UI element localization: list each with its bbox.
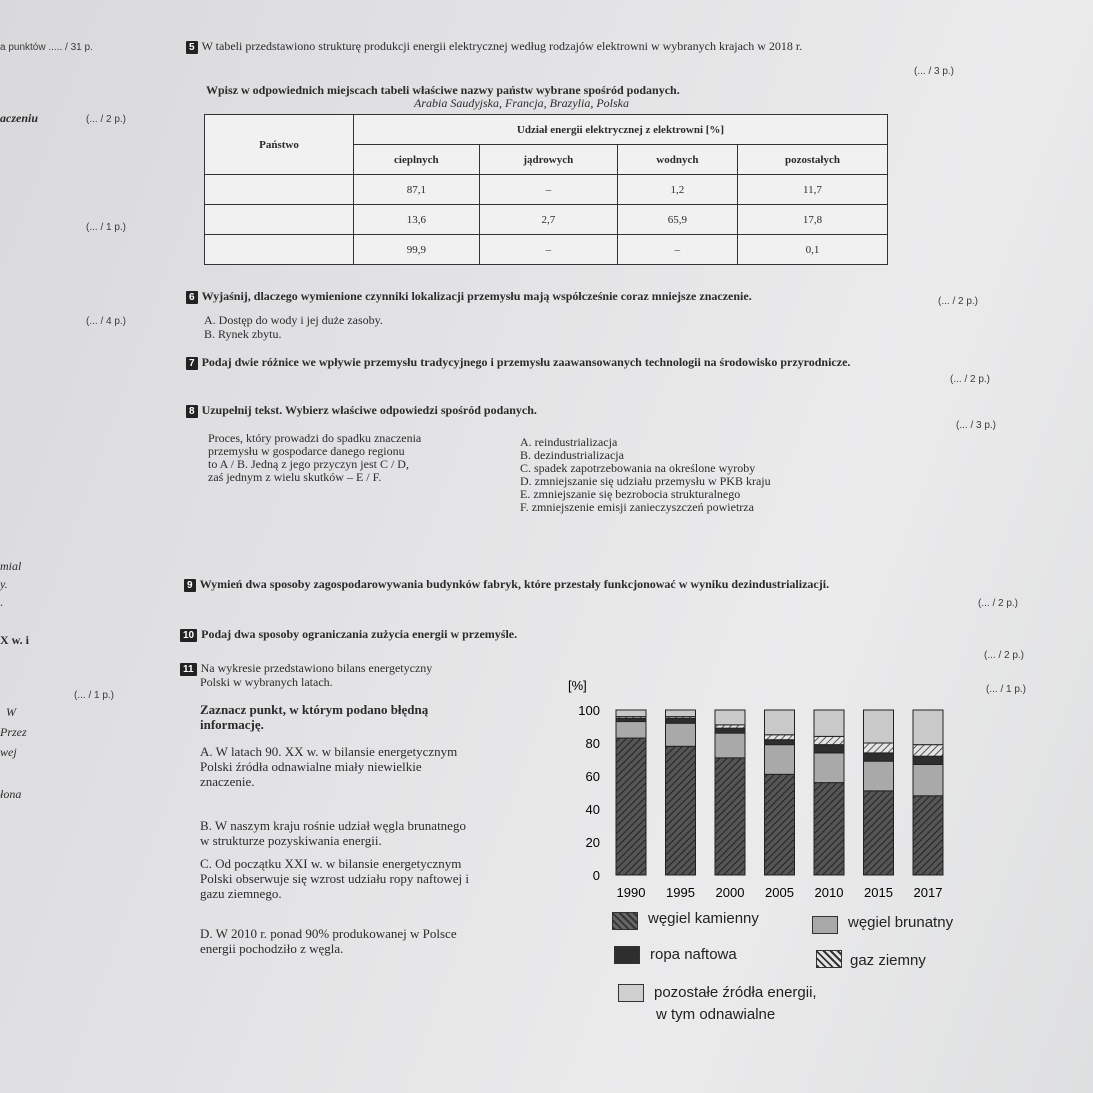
question-points: (... / 2 p.) [950,374,991,385]
header-nuclear: jądrowych [479,145,617,175]
question-number: 6 [186,291,198,304]
x-ticks [617,885,943,900]
bar-group [616,710,943,875]
legend-label: węgiel brunatny [848,914,954,931]
header-share: Udział energii elektrycznej z elektrowni [%] [354,115,888,145]
side-points: (... / 4 p.) [86,316,127,327]
margin-fragment: mial [0,559,22,573]
x-tick-label: 1990 [616,885,646,900]
table-row [205,205,888,235]
margin-fragment: Przez [0,725,27,739]
y-tick-label: 60 [585,769,600,784]
legend-label: pozostałe źródła energii, [654,984,817,1001]
legend-label: gaz ziemny [850,952,926,969]
score-total: a punktów ..... / 31 p. [0,42,93,53]
question-points: (... / 3 p.) [914,66,955,77]
fill-in-options [520,436,880,514]
answer-line: D. W 2010 r. ponad 90% produkowanej w Polsce [200,926,457,941]
question-number: 8 [186,405,198,418]
question-instruction [200,702,428,732]
x-tick-label: 2010 [814,885,844,900]
answer-line: energii pochodziło z węgla. [200,941,344,956]
question-text: Podaj dwa sposoby ograniczania zużycia energii w przemyśle. [201,627,518,641]
legend-label: ropa naftowa [650,946,737,963]
question-6 [186,290,886,304]
y-tick-label: 20 [585,835,600,850]
bar-other-2010 [814,710,844,736]
passage-line: przemysłu w gospodarce danego regionu [208,444,405,458]
question-text: Na wykresie przedstawiono bilans energetyczny [200,661,433,675]
margin-fragment: y. [0,577,8,591]
bar-other-2000 [715,710,745,725]
option-c[interactable]: C. spadek zapotrzebowania na określone wyroby [520,461,756,475]
bar-brown-coal-1995 [666,723,696,746]
answer-line: znaczenie. [200,774,255,789]
bar-oil-2015 [864,753,894,761]
question-number: 11 [180,663,197,676]
answer-d[interactable] [200,926,580,956]
legend-swatch-other [618,984,644,1002]
legend-label: w tym odnawialne [656,1006,776,1023]
header-hydro: wodnych [617,145,737,175]
table-cell: 11,7 [737,175,887,205]
table-cell: – [479,175,617,205]
passage-line: zaś jednym z wielu skutków – E / F. [208,470,382,484]
instruction-line: informację. [200,717,264,732]
fill-in-passage [208,432,518,484]
margin-fragment: . [0,595,3,609]
table-row [205,235,888,265]
table-cell: 0,1 [737,235,887,265]
table-cell: 2,7 [479,205,617,235]
y-tick-label: 80 [585,736,600,751]
answer-line: w strukturze pozyskiwania energii. [200,833,382,848]
answer-line: B. W naszym kraju rośnie udział węgla brunatnego [200,818,466,833]
question-points: (... / 3 p.) [956,420,997,431]
passage-line: to A / B. Jedną z jego przyczyn jest C / D, [208,457,409,471]
x-tick-label: 2000 [715,885,745,900]
question-text: Polski w wybranych latach. [200,675,333,689]
energy-balance-chart [560,670,1000,910]
chart-legend [612,910,1012,1030]
question-5 [186,40,876,54]
x-tick-label: 2017 [913,885,943,900]
question-number: 10 [180,629,197,642]
legend-swatch-hard-coal [612,912,638,930]
answer-a[interactable] [200,744,580,789]
bar-other-2015 [864,710,894,743]
bar-brown-coal-2000 [715,733,745,758]
passage-line: Proces, który prowadzi do spadku znaczenia [208,431,422,445]
side-points: (... / 2 p.) [86,114,127,125]
x-tick-label: 1995 [666,885,695,900]
question-points: (... / 1 p.) [986,684,1027,695]
legend-swatch-oil [614,946,640,964]
y-ticks [578,703,600,883]
bar-other-1990 [616,710,646,717]
question-number: 9 [184,579,196,592]
table-cell: 1,2 [617,175,737,205]
country-answer-cell[interactable] [205,175,354,205]
option-f[interactable]: F. zmniejszenie emisji zanieczyszczeń powietrza [520,500,754,514]
answer-line: A. W latach 90. XX w. w bilansie energetycznym [200,744,458,759]
question-text: W tabeli przedstawiono strukturę produkcji energii elektrycznej według rodzajów elektrowni w wybranych krajach w 2018 r. [201,39,803,53]
bar-other-2017 [913,710,943,745]
answer-line: Polski źródła odnawialne miały niewielkie [200,759,422,774]
legend-label: węgiel kamienny [648,910,759,927]
bar-hard-coal-2000 [715,758,745,875]
legend-swatch-gas [816,950,842,968]
bar-oil-2017 [913,756,943,764]
bar-other-2005 [765,710,795,735]
question-11 [180,662,550,689]
question-10 [180,628,517,642]
table-cell: 13,6 [354,205,480,235]
header-state: Państwo [205,115,354,175]
bar-gas-2017 [913,745,943,757]
bar-gas-2010 [814,736,844,744]
bar-gas-2015 [864,743,894,753]
country-answer-cell[interactable] [205,205,354,235]
country-answer-cell[interactable] [205,235,354,265]
margin-fragment: aczeniu [0,111,39,125]
option-a[interactable]: A. reindustrializacja [520,435,618,449]
bar-brown-coal-2005 [765,745,795,775]
answer-c[interactable] [200,856,590,901]
x-tick-label: 2005 [765,885,794,900]
table-cell: 65,9 [617,205,737,235]
question-text: Wymień dwa sposoby zagospodarowywania budynków fabryk, które przestały funkcjonować w wyniku dezindustrializacji. [199,577,830,591]
question-text: Wyjaśnij, dlaczego wymienione czynniki lokalizacji przemysłu mają współcześnie coraz mniejsze znaczenie. [201,289,752,303]
country-options: Arabia Saudyjska, Francja, Brazylia, Polska [414,96,629,110]
question-7 [186,356,926,370]
question-instruction: Wpisz w odpowiednich miejscach tabeli właściwe nazwy państw wybrane spośród podanych. [206,83,680,97]
legend-swatch-brown-coal [812,916,838,934]
bar-hard-coal-2005 [765,774,795,875]
energy-production-table [204,114,888,265]
table-cell: 99,9 [354,235,480,265]
bar-hard-coal-1995 [666,746,696,875]
answer-line: Polski obserwuje się wzrost udziału ropy naftowej i [200,871,469,886]
question-points: (... / 2 p.) [978,598,1019,609]
table-cell: 87,1 [354,175,480,205]
question-9 [184,578,964,592]
bar-hard-coal-2017 [913,796,943,875]
bar-hard-coal-2010 [814,783,844,875]
bar-brown-coal-2010 [814,753,844,783]
question-8 [186,404,537,418]
side-points: (... / 1 p.) [86,222,127,233]
instruction-line: Zaznacz punkt, w którym podano błędną [200,702,429,717]
header-thermal: cieplnych [354,145,480,175]
option-b[interactable]: B. dezindustrializacja [520,448,624,462]
bar-hard-coal-1990 [616,738,646,875]
question-number: 5 [186,41,198,54]
table-cell: 17,8 [737,205,887,235]
answer-option: A. Dostęp do wody i jej duże zasoby. [204,313,383,327]
option-d[interactable]: D. zmniejszanie się udziału przemysłu w PKB kraju [520,474,771,488]
bar-oil-2005 [765,740,795,745]
y-tick-label: 100 [578,703,600,718]
margin-fragment: wej [0,745,17,759]
table-cell: – [479,235,617,265]
question-number: 7 [186,357,198,370]
side-points: (... / 1 p.) [74,690,115,701]
y-tick-label: 40 [585,802,600,817]
bar-oil-2000 [715,728,745,733]
question-points: (... / 2 p.) [984,650,1025,661]
y-tick-label: 0 [592,868,600,883]
answer-line: gazu ziemnego. [200,886,282,901]
option-e[interactable]: E. zmniejszanie się bezrobocia strukturalnego [520,487,741,501]
bar-brown-coal-2015 [864,761,894,791]
answer-b[interactable] [200,818,580,848]
bar-gas-2005 [765,735,795,740]
bar-hard-coal-2015 [864,791,894,875]
question-text: Podaj dwie różnice we wpływie przemysłu tradycyjnego i przemysłu zaawansowanych technologii na środowisko przyrodnicze. [201,355,851,369]
x-tick-label: 2015 [864,885,893,900]
bar-brown-coal-2017 [913,764,943,795]
question-text: Uzupełnij tekst. Wybierz właściwe odpowiedzi spośród podanych. [201,403,537,417]
bar-oil-1995 [666,718,696,723]
table-row [205,175,888,205]
header-other: pozostałych [737,145,887,175]
margin-fragment: W [6,705,16,719]
y-axis-label: [%] [568,678,587,693]
bar-brown-coal-1990 [616,722,646,739]
bar-other-1995 [666,710,696,717]
answer-option: B. Rynek zbytu. [204,327,282,341]
margin-fragment: łona [0,787,22,801]
question-points: (... / 2 p.) [938,296,979,307]
answer-line: C. Od początku XXI w. w bilansie energetycznym [200,856,462,871]
margin-fragment: X w. i [0,633,30,647]
table-cell: – [617,235,737,265]
bar-oil-2010 [814,745,844,753]
